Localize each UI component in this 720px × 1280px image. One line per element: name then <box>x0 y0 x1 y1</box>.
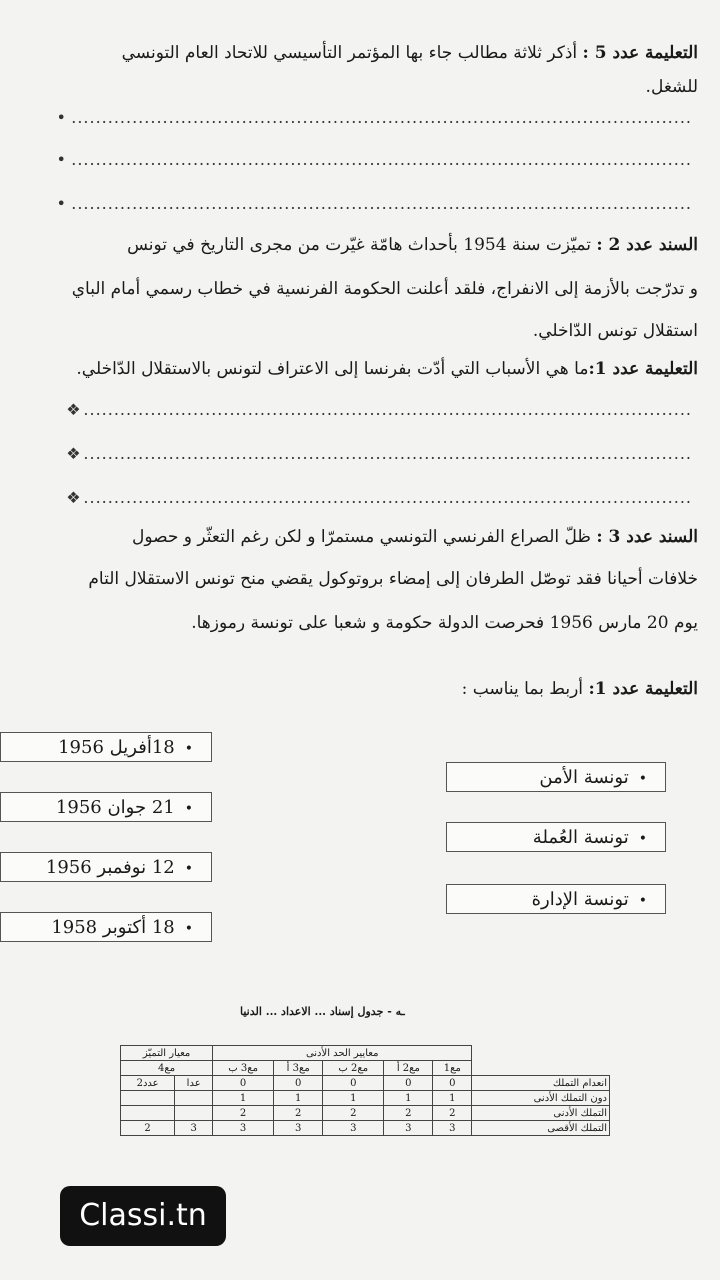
table-cell <box>175 1091 213 1106</box>
table-cell: 3 <box>384 1121 433 1136</box>
table-cell <box>175 1106 213 1121</box>
dotted-fill: .................................................................................................... <box>83 444 692 463</box>
doc3-text: ظلّ الصراع الفرنسي التونسي مستمرّا و لكن رغم التعثّر و حصول <box>131 527 597 547</box>
task5-heading <box>122 42 698 64</box>
doc2-line3: استقلال تونس الدّاخلي. <box>532 321 698 341</box>
table-cell <box>472 1061 610 1076</box>
dotted-fill: ...................................................................................................... <box>71 194 692 213</box>
task1a-label: التعليمة عدد 1: <box>588 359 698 379</box>
bullet-icon: • <box>184 861 193 877</box>
doc2-line2: و تدرّجت بالأزمة إلى الانفراج، فلقد أعلنت الحكومة الفرنسية في خطاب رسمي أمام الباي <box>71 279 698 299</box>
table-cell: 1 <box>384 1091 433 1106</box>
answer-line[interactable] <box>51 108 692 128</box>
table-cell: عدا <box>175 1076 213 1091</box>
answer-line[interactable] <box>63 400 692 420</box>
table-cell: 2 <box>384 1106 433 1121</box>
task1a-heading <box>76 358 698 380</box>
bullet-icon: • <box>56 108 66 127</box>
doc3-label: السند عدد 3 : <box>596 527 698 547</box>
table-cell <box>121 1091 175 1106</box>
row-label: انعدام التملك <box>472 1076 610 1091</box>
diamond-bullet-icon: ❖ <box>66 488 81 507</box>
table-cell <box>472 1046 610 1061</box>
table-row <box>121 1046 610 1061</box>
symbol-box[interactable] <box>446 822 666 852</box>
date-box[interactable] <box>0 852 212 882</box>
table-cell: 2 <box>213 1106 274 1121</box>
symbol-box[interactable] <box>446 884 666 914</box>
table-row <box>121 1121 610 1136</box>
diamond-bullet-icon: ❖ <box>66 444 81 463</box>
min-criteria-header: معايير الحد الأدنى <box>213 1046 472 1061</box>
doc3-line2: خلافات أحيانا فقد توصّل الطرفان إلى إمضاء بروتوكول يقضي منح تونس الاستقلال التام <box>88 569 698 589</box>
dotted-fill: ...................................................................................................... <box>71 108 692 127</box>
bullet-icon: • <box>184 741 193 757</box>
bullet-icon: • <box>56 150 66 169</box>
table-cell: عدد2 <box>121 1076 175 1091</box>
table-cell: 2 <box>121 1121 175 1136</box>
doc2-text: تميّزت سنة 1954 بأحداث هامّة غيّرت من مجرى التاريخ في تونس <box>127 235 597 255</box>
table-cell: 2 <box>274 1106 323 1121</box>
task1b-heading <box>462 678 698 700</box>
column-header: مع1 <box>433 1061 472 1076</box>
dotted-fill: .................................................................................................... <box>83 488 692 507</box>
table-row <box>121 1061 610 1076</box>
table-cell: 2 <box>433 1106 472 1121</box>
date-box[interactable] <box>0 792 212 822</box>
table-cell: 1 <box>323 1091 384 1106</box>
dotted-fill: ...................................................................................................... <box>71 150 692 169</box>
table-cell: 1 <box>274 1091 323 1106</box>
table-cell: 0 <box>384 1076 433 1091</box>
row-label: دون التملك الأدنى <box>472 1091 610 1106</box>
bullet-icon: • <box>638 771 647 787</box>
doc3-line3: يوم 20 مارس 1956 فحرصت الدولة حكومة و شعبا على تونسة رموزها. <box>191 613 698 633</box>
symbol-label: تونسة العُملة <box>532 827 629 848</box>
table-row <box>121 1091 610 1106</box>
answer-line[interactable] <box>63 488 692 508</box>
task5-label: التعليمة عدد 5 : <box>582 43 698 63</box>
table-cell: 1 <box>213 1091 274 1106</box>
table-cell: 3 <box>323 1121 384 1136</box>
row-label: التملك الأدنى <box>472 1106 610 1121</box>
doc3-line1 <box>132 526 698 548</box>
date-label: 18 أكتوبر 1958 <box>51 917 175 938</box>
table-cell: 3 <box>213 1121 274 1136</box>
task1a-text: ما هي الأسباب التي أدّت بفرنسا إلى الاعتراف لتونس بالاستقلال الدّاخلي. <box>76 359 589 379</box>
bullet-icon: • <box>638 893 647 909</box>
bullet-icon: • <box>184 801 193 817</box>
table-cell <box>121 1106 175 1121</box>
table-row <box>121 1106 610 1121</box>
classi-logo: Classi.tn <box>60 1186 226 1246</box>
table-cell: 3 <box>433 1121 472 1136</box>
column-header: مع2 ب <box>323 1061 384 1076</box>
dotted-fill: .................................................................................................... <box>83 400 692 419</box>
answer-line[interactable] <box>51 194 692 214</box>
diamond-bullet-icon: ❖ <box>66 400 81 419</box>
answer-line[interactable] <box>63 444 692 464</box>
table-cell: 2 <box>323 1106 384 1121</box>
symbol-label: تونسة الإدارة <box>531 889 629 910</box>
criteria-table <box>120 1045 610 1136</box>
task5-text: أذكر ثلاثة مطالب جاء بها المؤتمر التأسيسي للاتحاد العام التونسي <box>121 43 583 63</box>
date-box[interactable] <box>0 732 212 762</box>
date-label: 18أفريل 1956 <box>58 737 175 758</box>
date-label: 21 جوان 1956 <box>55 797 175 818</box>
table-cell: 3 <box>274 1121 323 1136</box>
task1b-label: التعليمة عدد 1: <box>588 679 698 699</box>
column-header: مع2 أ <box>384 1061 433 1076</box>
table-cell: 1 <box>433 1091 472 1106</box>
date-box[interactable] <box>0 912 212 942</box>
task5-line2: للشغل. <box>645 77 698 97</box>
symbol-label: تونسة الأمن <box>539 767 629 788</box>
row-label: التملك الأقصى <box>472 1121 610 1136</box>
table-cell: 0 <box>213 1076 274 1091</box>
symbol-box[interactable] <box>446 762 666 792</box>
table-cell: 3 <box>175 1121 213 1136</box>
bullet-icon: • <box>638 831 647 847</box>
criteria-subtitle: ـه - جدول إسناد ... الاعداد ... الدنيا <box>240 1005 405 1018</box>
table-cell: 0 <box>433 1076 472 1091</box>
doc2-label: السند عدد 2 : <box>596 235 698 255</box>
date-label: 12 نوفمبر 1956 <box>45 857 175 878</box>
table-row <box>121 1076 610 1091</box>
task1b-text: أربط بما يناسب : <box>461 679 589 699</box>
bullet-icon: • <box>56 194 66 213</box>
table-cell: 0 <box>323 1076 384 1091</box>
answer-line[interactable] <box>51 150 692 170</box>
doc2-line1 <box>127 234 698 256</box>
table-cell: 0 <box>274 1076 323 1091</box>
column-header: مع4 <box>121 1061 213 1076</box>
bullet-icon: • <box>184 921 193 937</box>
column-header: مع3 ب <box>213 1061 274 1076</box>
column-header: مع3 أ <box>274 1061 323 1076</box>
excellence-header: معيار التميّز <box>121 1046 213 1061</box>
